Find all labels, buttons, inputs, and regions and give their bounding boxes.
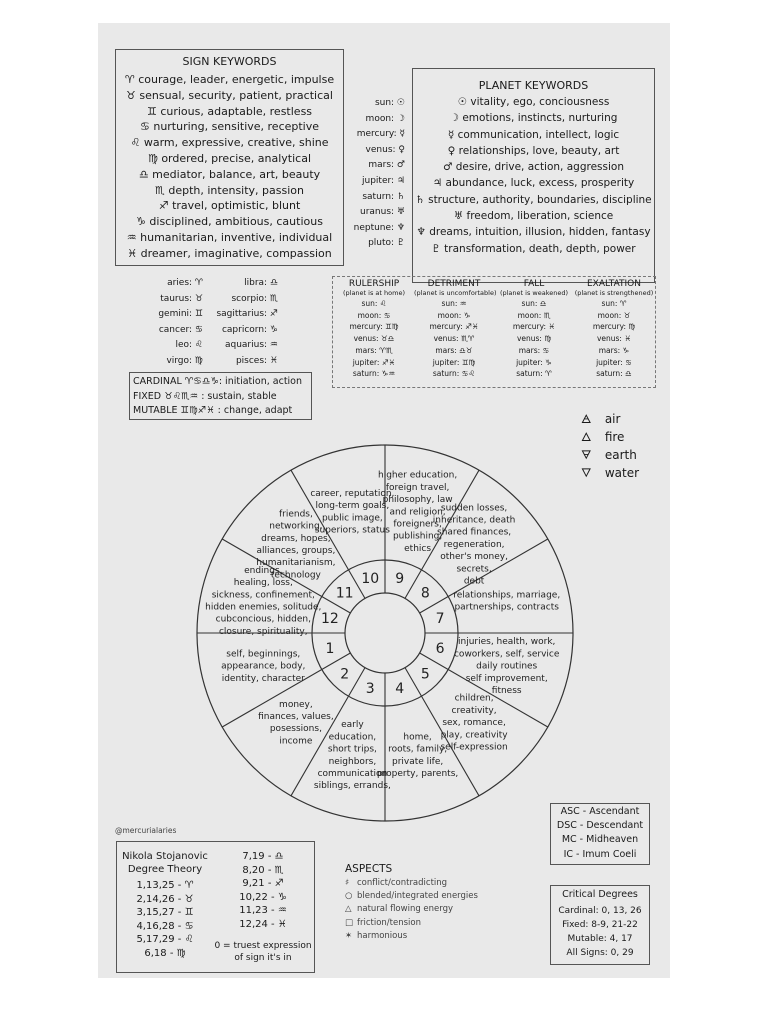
house-keyword-line: education, — [328, 732, 377, 743]
sign-symbol: aries: ♈ — [167, 278, 203, 288]
critical-degree-line: All Signs: 0, 29 — [566, 948, 634, 958]
sign-keyword-line: ♉ sensual, security, patient, practical — [126, 88, 333, 102]
planet-keyword-line: ♇ transformation, death, depth, power — [431, 242, 636, 255]
dignity-row: mars: ♈♏ — [355, 345, 393, 355]
house-keyword-line: relationships, marriage, — [453, 590, 561, 601]
sign-keyword-line: ♓ dreamer, imaginative, compassion — [127, 246, 332, 260]
planet-symbol: sun: ☉ — [374, 98, 405, 108]
dignity-row: jupiter: ♐♓ — [352, 357, 396, 367]
aspect-item — [345, 930, 478, 943]
sign-keywords-title: SIGN KEYWORDS — [182, 55, 277, 68]
house-keyword-line: communication — [317, 769, 388, 780]
house-keyword-line: secrets, — [456, 564, 492, 575]
critical-degree-line: Cardinal: 0, 13, 26 — [558, 906, 642, 916]
planet-symbol: venus: ♀ — [365, 144, 405, 155]
sign-keyword-line: ♒ humanitarian, inventive, individual — [126, 230, 333, 244]
house-number: 9 — [395, 570, 405, 587]
house-keyword-line: philosophy, law — [382, 495, 453, 506]
dignity-row: venus: ♍ — [516, 334, 552, 344]
house-number: 3 — [365, 681, 375, 698]
degree-row: 7,19 - ♎ — [242, 851, 284, 862]
square-icon: □ — [345, 917, 354, 928]
aspect-label: natural flowing energy — [357, 904, 454, 915]
dignity-row: mercury: ♍ — [592, 322, 636, 332]
dignity-row: mercury: ♐♓ — [429, 322, 479, 332]
sign-keyword-line: ♑ disciplined, ambitious, cautious — [136, 215, 323, 229]
angle-dsc: DSC - Descendant — [556, 820, 644, 832]
element-label: fire — [604, 430, 625, 444]
degree-row: 3,15,27 - ♊ — [136, 907, 194, 918]
modality-fixed: FIXED ♉♌♏♒ : sustain, stable — [133, 390, 277, 402]
house-keyword-line: daily routines — [476, 661, 538, 672]
aspect-label: friction/tension — [357, 917, 421, 928]
degree-row: 5,17,29 - ♌ — [136, 934, 194, 945]
house-keyword-line: technology — [270, 570, 321, 581]
planet-keyword-line: ♃ abundance, luck, excess, prosperity — [432, 177, 635, 190]
dignity-row: mars: ♋ — [518, 345, 550, 355]
house-keyword-line: long-term goals, — [315, 501, 390, 512]
conflict-icon: ♯ — [345, 878, 350, 888]
sign-symbol: leo: ♌ — [175, 340, 203, 351]
house-keyword-line: sex, romance, — [442, 718, 506, 729]
degree-theory-box — [116, 841, 315, 973]
degree-theory-right-list — [213, 850, 313, 931]
dignity-row: moon: ♋ — [357, 310, 391, 320]
dignity-row: saturn: ♎ — [596, 369, 632, 379]
dignity-subheading: (planet is at home) — [342, 289, 405, 297]
sign-keyword-line: ♏ depth, intensity, passion — [155, 183, 304, 197]
degree-theory-note — [213, 940, 313, 964]
triangle-icon: △ — [345, 904, 352, 915]
dignity-row: mercury: ♊♍ — [349, 322, 399, 332]
dignity-row: sun: ♎ — [521, 299, 547, 308]
angles-box — [550, 803, 650, 865]
house-number: 8 — [420, 585, 430, 602]
astrology-reference-sheet — [98, 23, 670, 978]
aspects-title: ASPECTS — [345, 863, 393, 875]
sign-symbol: aquarius: ♒ — [224, 340, 278, 351]
planet-keywords-title: PLANET KEYWORDS — [478, 79, 589, 92]
house-number: 4 — [395, 681, 405, 698]
degree-row: 2,14,26 - ♉ — [136, 893, 194, 905]
house-number: 10 — [361, 570, 380, 587]
dignity-row: venus: ♓ — [596, 334, 632, 344]
house-keyword-line: cubconcious, hidden, — [215, 614, 311, 625]
sign-keyword-line: ♋ nurturing, sensitive, receptive — [139, 120, 320, 134]
element-label: water — [604, 466, 640, 480]
sign-symbol: virgo: ♍ — [166, 355, 203, 366]
sign-symbol: taurus: ♉ — [160, 293, 203, 304]
dignity-row: jupiter: ♋ — [596, 357, 632, 367]
house-keyword-line: sudden losses, — [440, 503, 508, 514]
dignity-row: saturn: ♈ — [516, 369, 552, 379]
planet-keyword-line: ☉ vitality, ego, conciousness — [457, 96, 610, 108]
house-keyword-line: shared finances, — [437, 527, 512, 538]
house-keyword-line: self improvement, — [465, 673, 548, 684]
planet-symbol: uranus: ♅ — [360, 207, 405, 218]
aspect-item — [345, 903, 478, 916]
house-keyword-line: closure, spirituality, — [218, 626, 308, 637]
aspect-item — [345, 890, 478, 903]
degree-theory-left-list — [117, 879, 213, 960]
dignity-row: venus: ♉♎ — [353, 334, 395, 344]
house-keyword-line: hidden enemies, solitude, — [205, 602, 322, 613]
house-keyword-line: property, parents, — [376, 769, 459, 780]
aspect-item — [345, 877, 478, 890]
sign-symbol: capricorn: ♑ — [221, 324, 278, 335]
planet-keyword-line: ♅ freedom, liberation, science — [453, 210, 614, 223]
dignity-row: saturn: ♋♌ — [432, 369, 476, 379]
degree-row: 4,16,28 - ♋ — [136, 920, 194, 932]
house-keyword-line: regeneration, — [443, 539, 505, 550]
planet-symbol: moon: ☽ — [365, 113, 405, 124]
house-keyword-line: creativity, — [451, 705, 497, 716]
aspect-label: conflict/contradicting — [357, 878, 448, 888]
sign-keyword-line: ♍ ordered, precise, analytical — [147, 151, 312, 165]
star-icon: ✶ — [345, 930, 353, 941]
house-number: 7 — [435, 611, 445, 628]
dignity-heading: FALL — [523, 279, 545, 289]
aspect-item — [345, 917, 478, 930]
air-icon: 🜁 — [581, 412, 592, 426]
house-keyword-line: endings, — [244, 565, 283, 576]
house-keyword-line: injuries, health, work, — [457, 637, 556, 648]
blended-icon: ○ — [345, 891, 353, 902]
angle-asc: ASC - Ascendant — [560, 806, 640, 817]
dignity-row: jupiter: ♊♍ — [432, 357, 476, 367]
house-keyword-line: dreams, hopes, — [261, 533, 331, 544]
dignity-row: venus: ♏♈ — [433, 334, 475, 344]
house-keyword-line: appearance, body, — [221, 661, 306, 672]
house-keyword-line: income — [279, 736, 313, 747]
house-keyword-line: posessions, — [269, 724, 322, 735]
house-keyword-line: career, reputation, — [310, 488, 395, 499]
degree-row: 11,23 - ♒ — [239, 905, 287, 916]
dignity-subheading: (planet is weakened) — [499, 289, 569, 297]
planet-symbol: pluto: ♇ — [368, 238, 405, 249]
angle-ic: IC - Imum Coeli — [563, 848, 637, 860]
degree-row: 10,22 - ♑ — [239, 891, 287, 903]
sign-symbol: libra: ♎ — [244, 278, 278, 288]
aspect-label: harmonious — [357, 930, 408, 941]
critical-degrees-title: Critical Degrees — [562, 889, 638, 900]
degree-row: 6,18 - ♍ — [144, 947, 186, 959]
house-keyword-line: neighbors, — [328, 756, 377, 767]
house-keyword-line: friends, — [278, 509, 313, 520]
house-keyword-line: public image, — [321, 513, 383, 524]
angle-mc: MC - Midheaven — [561, 834, 639, 846]
credit-handle: @mercurialaries — [115, 826, 177, 835]
dignity-row: mars: ♑ — [598, 345, 630, 355]
house-keyword-line: coworkers, self, service — [453, 649, 560, 660]
planet-keyword-line: ♂ desire, drive, action, aggression — [443, 161, 624, 174]
sign-symbol: sagittarius: ♐ — [216, 309, 278, 320]
dignity-row: moon: ♏ — [517, 310, 551, 320]
house-keyword-line: debt — [463, 576, 485, 587]
house-keyword-line: siblings, errands, — [313, 781, 391, 792]
dignity-row: moon: ♑ — [437, 310, 471, 320]
planet-keyword-line: ♄ structure, authority, boundaries, discipline — [415, 193, 652, 206]
dignity-row: mars: ♎♉ — [435, 345, 473, 355]
house-keyword-line: roots, family, — [388, 744, 448, 755]
critical-degree-line: Mutable: 4, 17 — [567, 934, 633, 944]
planet-symbol: mercury: ☿ — [356, 129, 405, 140]
sign-keyword-line: ♊ curious, adaptable, restless — [146, 104, 313, 118]
house-keyword-line: foreigners, — [393, 519, 442, 530]
dignity-row: moon: ♉ — [597, 310, 631, 320]
house-keyword-line: money, — [279, 699, 313, 710]
house-keyword-line: play, creativity — [440, 730, 508, 741]
dignity-row: sun: ♈ — [601, 299, 627, 308]
sign-keyword-line: ♐ travel, optimistic, blunt — [158, 199, 301, 213]
house-number: 5 — [420, 666, 430, 683]
degree-row: 12,24 - ♓ — [239, 918, 287, 930]
house-number: 12 — [321, 611, 339, 628]
dignity-row: sun: ♒ — [441, 299, 467, 308]
house-keyword-line: private life, — [391, 756, 444, 767]
note-line: 0 = truest expression — [214, 941, 312, 951]
planet-keyword-line: ♀ relationships, love, beauty, art — [447, 144, 620, 157]
planet-symbol: neptune: ♆ — [353, 222, 405, 233]
sign-symbol: pisces: ♓ — [235, 355, 278, 366]
house-number: 1 — [325, 640, 335, 657]
wheel-inner-ring — [345, 593, 425, 673]
house-keyword-line: and religion, — [389, 507, 446, 518]
dignity-subheading: (planet is uncomfortable) — [414, 289, 497, 297]
planet-keyword-line: ♆ dreams, intuition, illusion, hidden, fantasy — [416, 226, 651, 239]
house-keyword-line: alliances, groups, — [256, 546, 336, 557]
house-keyword-line: identity, character — [221, 673, 305, 684]
critical-degrees-box — [550, 885, 650, 965]
house-keyword-line: fitness — [491, 686, 522, 697]
house-keyword-line: short trips, — [327, 744, 377, 755]
fire-icon: 🜂 — [581, 430, 592, 444]
degree-row: 8,20 - ♏ — [242, 864, 284, 876]
house-keyword-line: foreign travel, — [385, 482, 450, 493]
planet-symbol: mars: ♂ — [368, 160, 405, 171]
house-keyword-line: publishing, — [392, 531, 443, 542]
house-keyword-line: home, — [403, 732, 432, 743]
house-keyword-line: children, — [454, 693, 494, 704]
house-number: 2 — [340, 666, 350, 683]
title-line: Nikola Stojanovic — [122, 851, 208, 862]
dignity-row: saturn: ♑♒ — [352, 369, 396, 379]
dignity-subheading: (planet is strengthened) — [574, 289, 654, 297]
sign-keyword-line: ♈ courage, leader, energetic, impulse — [124, 73, 335, 86]
sign-symbol: gemini: ♊ — [158, 309, 203, 320]
dignity-heading: DETRIMENT — [427, 279, 481, 289]
critical-degree-line: Fixed: 8-9, 21-22 — [562, 920, 638, 930]
sign-keyword-line: ♎ mediator, balance, art, beauty — [138, 167, 321, 181]
house-keyword-line: partnerships, contracts — [454, 602, 559, 613]
house-number: 6 — [435, 640, 445, 657]
water-icon: 🜄 — [581, 466, 592, 480]
degree-row: 1,13,25 - ♈ — [136, 880, 194, 891]
element-label: air — [604, 412, 621, 426]
dignity-row: sun: ♌ — [361, 299, 387, 308]
title-line: Degree Theory — [127, 864, 203, 875]
planet-keyword-line: ☿ communication, intellect, logic — [447, 128, 620, 141]
house-keyword-line: higher education, — [377, 470, 458, 481]
house-keyword-line: sickness, confinement, — [211, 590, 315, 601]
house-keyword-line: early — [341, 720, 364, 731]
dignity-row: mercury: ♓ — [512, 322, 556, 332]
house-keyword-line: inheritance, death — [432, 515, 516, 526]
dignity-heading: RULERSHIP — [348, 279, 400, 289]
element-label: earth — [604, 448, 637, 462]
sign-symbol: cancer: ♋ — [158, 324, 203, 335]
aspects-section — [345, 863, 478, 943]
dignity-row: jupiter: ♑ — [516, 357, 552, 367]
house-keyword-line: healing, loss, — [233, 578, 293, 589]
degree-theory-title — [117, 850, 213, 876]
planet-symbol: jupiter: ♃ — [362, 175, 405, 186]
sign-symbol: scorpio: ♏ — [231, 293, 278, 304]
house-keyword-line: superiors, status — [314, 525, 390, 536]
house-keyword-line: finances, values, — [258, 711, 334, 722]
house-keyword-line: self, beginnings, — [226, 649, 301, 660]
modality-cardinal: CARDINAL ♈♋♎♑: initiation, action — [133, 376, 303, 387]
house-keyword-line: ethics — [404, 543, 432, 554]
modality-mutable: MUTABLE ♊♍♐♓ : change, adapt — [133, 405, 293, 416]
planet-keyword-line: ☽ emotions, instincts, nurturing — [449, 112, 618, 125]
dignity-heading: EXALTATION — [586, 279, 641, 289]
degree-row: 9,21 - ♐ — [242, 878, 284, 889]
sign-keyword-line: ♌ warm, expressive, creative, shine — [130, 136, 329, 150]
house-keyword-line: humanitarianism, — [256, 558, 336, 569]
house-keyword-line: other's money, — [440, 552, 508, 563]
note-line: of sign it's in — [234, 953, 292, 963]
planet-symbol: saturn: ♄ — [362, 191, 405, 202]
aspect-label: blended/integrated energies — [357, 891, 478, 902]
house-keyword-line: networking, — [269, 521, 323, 532]
earth-icon: 🜃 — [581, 448, 592, 462]
house-number: 11 — [335, 585, 354, 602]
house-keyword-line: self-expression — [440, 742, 508, 753]
